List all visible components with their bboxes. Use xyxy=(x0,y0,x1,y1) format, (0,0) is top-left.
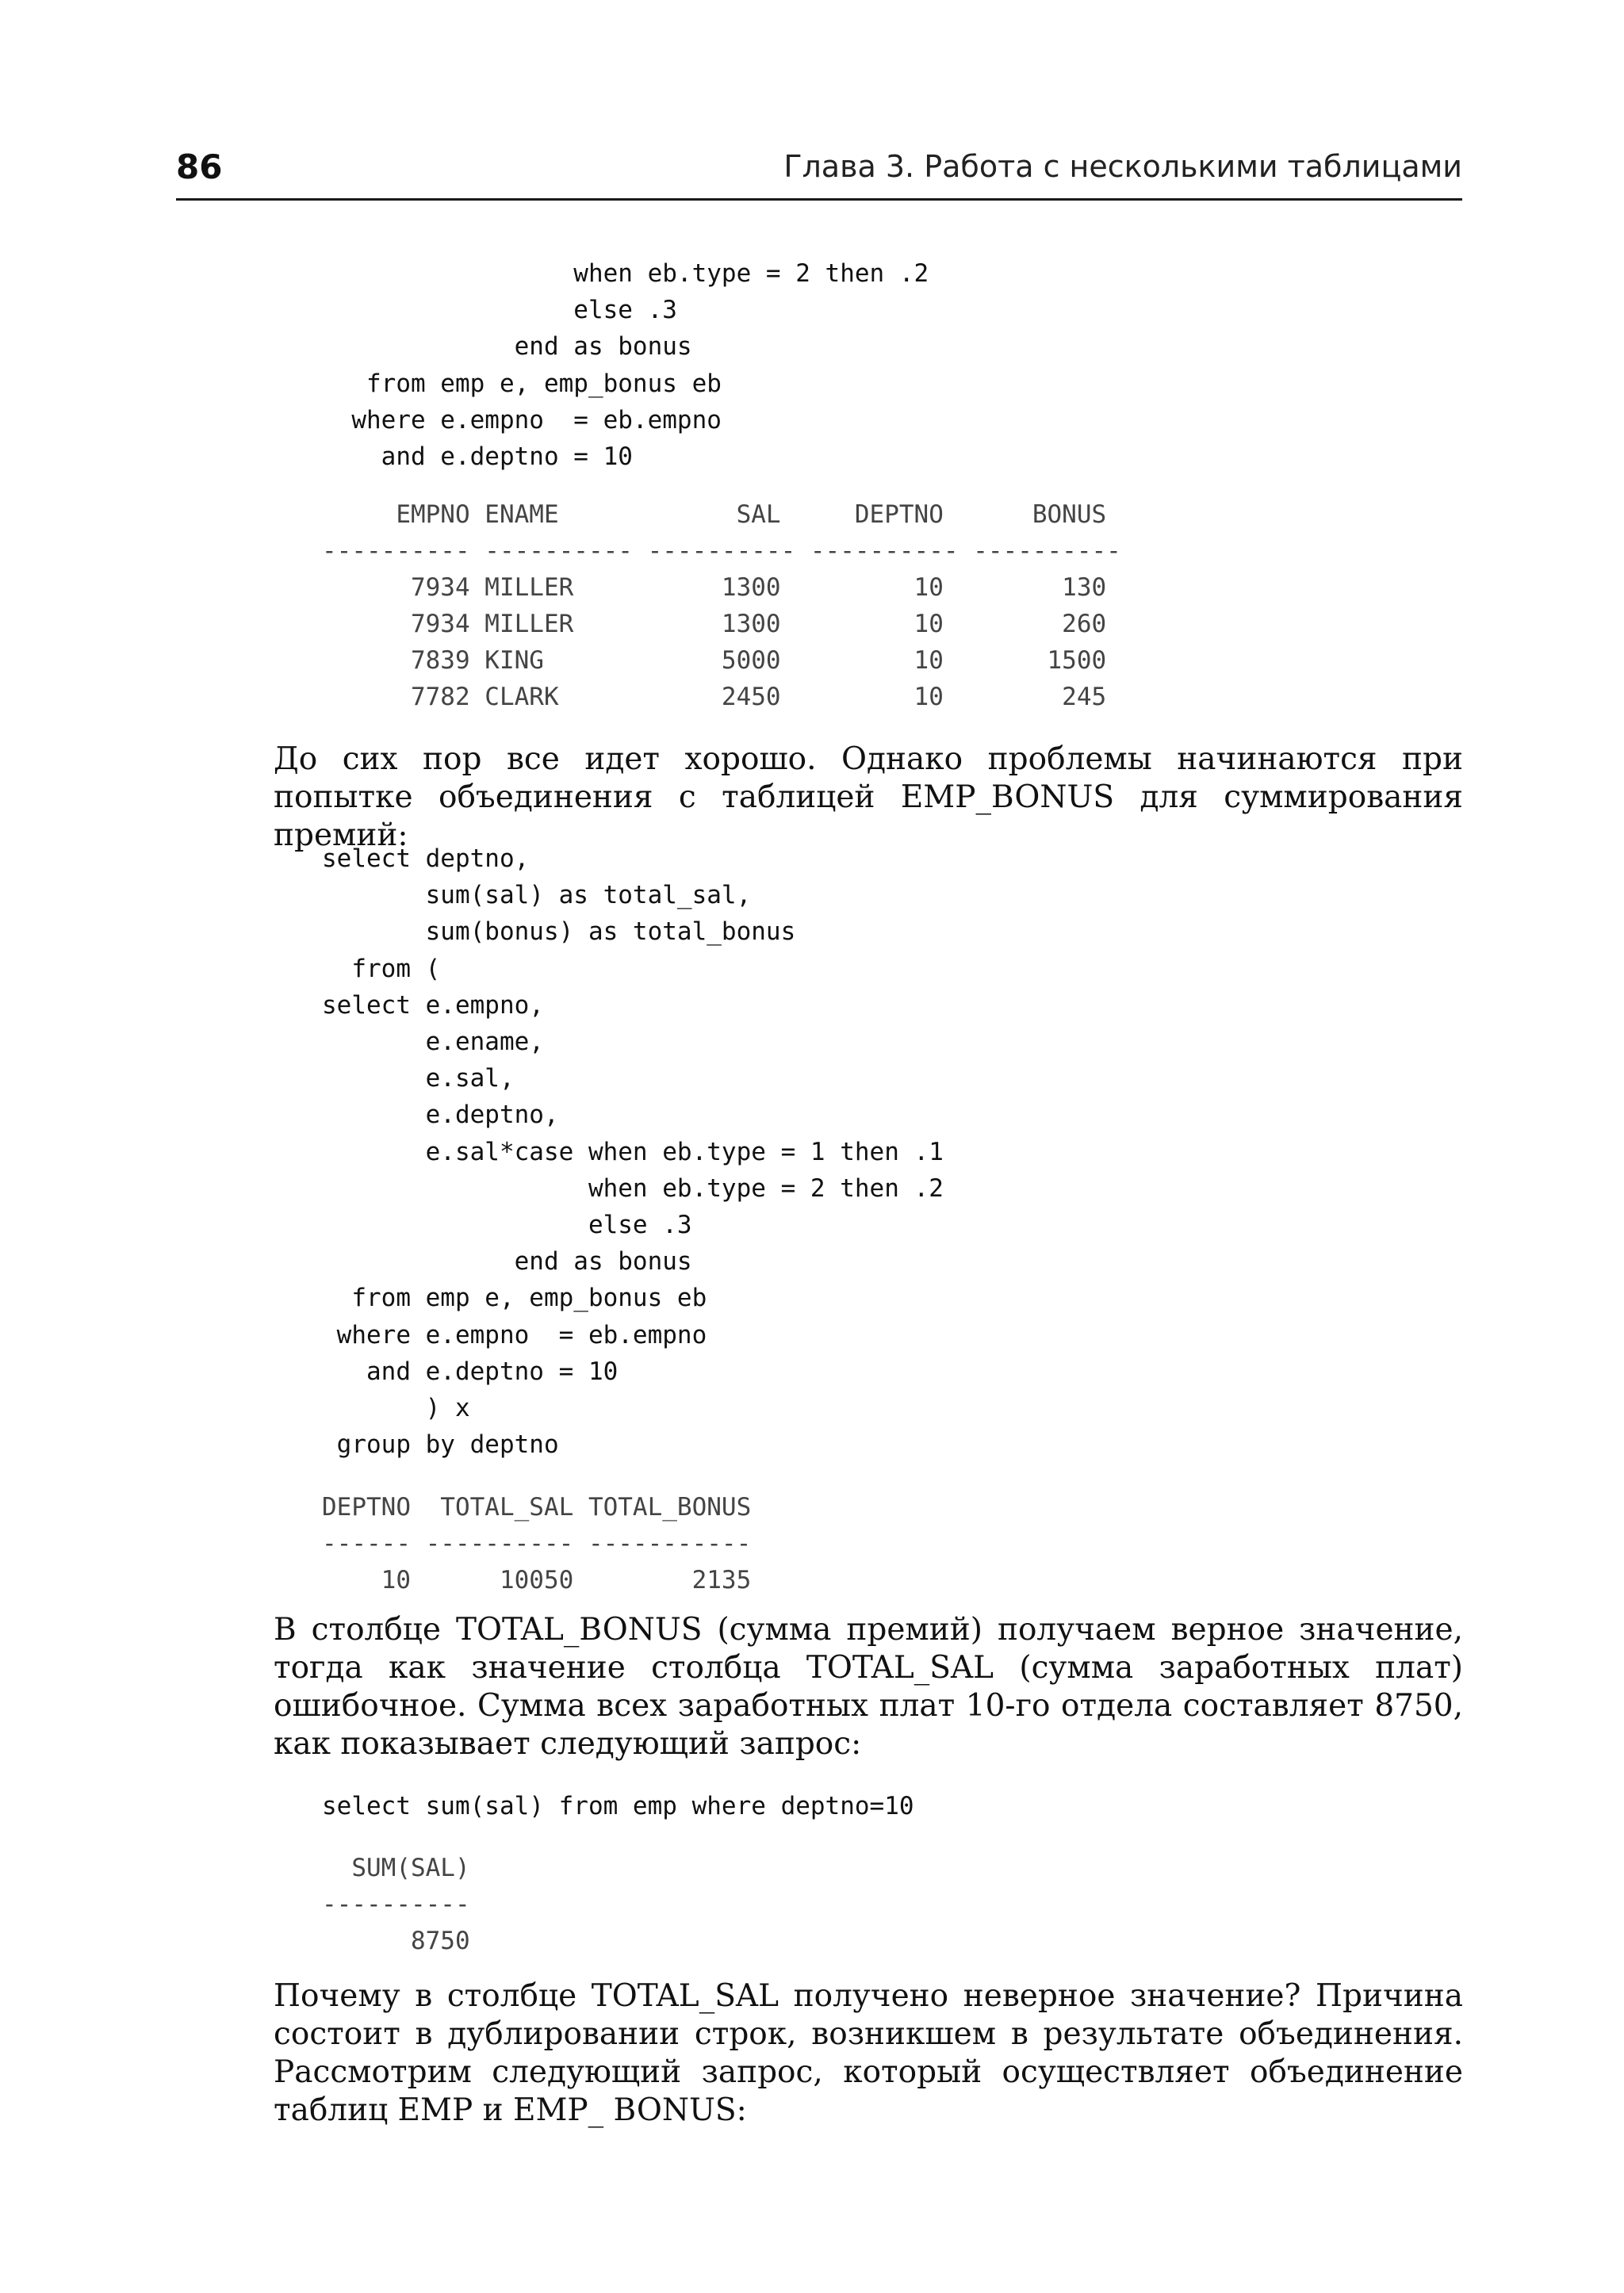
result-table-totals: DEPTNO TOTAL_SAL TOTAL_BONUS ------ ---------- ----------- 10 10050 2135 xyxy=(322,1493,752,1594)
code-block-sum-sal: select sum(sal) from emp where deptno=10 xyxy=(322,1792,914,1820)
paragraph-join-problem: До сих пор все идет хорошо. Однако проблемы начинаются при попытке объединения с таблицей EMP_BONUS для суммирования премий: xyxy=(274,741,1463,853)
running-header xyxy=(176,141,1462,201)
result-table-sum-sal: SUM(SAL) ---------- 8750 xyxy=(322,1854,470,1955)
paragraph-wrong-total: В столбце TOTAL_BONUS (сумма премий) получаем верное значение, тогда как значение столбца TOTAL_SAL (сумма заработных плат) ошибочное. Сумма всех заработных плат 10-го отдела составляет 8750, как показывает следующий запрос: xyxy=(274,1612,1463,1762)
code-block-total-bonus: select deptno, sum(sal) as total_sal, sum(bonus) as total_bonus from ( select e.empno, e.ename, e.sal, e.deptno, e.sal*case when eb.type = 1 then .1 when eb.type = 2 then .2 else .3 end as bonus from emp e, emp_bonus eb where e.empno = eb.empno and e.deptno = 10 ) x group by deptno xyxy=(322,844,944,1460)
result-table-bonus: EMPNO ENAME SAL DEPTNO BONUS ---------- ---------- ---------- ---------- ---------- 7934 MILLER 1300 10 130 7934 MILLER 1300 10 260 7839 KING 5000 10 1500 7782 CLARK 2450 10 245 xyxy=(322,500,1121,711)
page-number: 86 xyxy=(176,147,223,186)
code-block-case-bonus: when eb.type = 2 then .2 else .3 end as bonus from emp e, emp_bonus eb where e.empno = eb.empno and e.deptno = 10 xyxy=(351,259,929,472)
paragraph-duplicate-rows: Почему в столбце TOTAL_SAL получено неверное значение? Причина состоит в дублировании строк, возникшем в результате объединения. Рассмотрим следующий запрос, который осуществляет объединение таблиц EMP и EMP_ BONUS: xyxy=(274,1978,1463,2128)
chapter-title: Глава 3. Работа с несколькими таблицами xyxy=(783,149,1462,184)
